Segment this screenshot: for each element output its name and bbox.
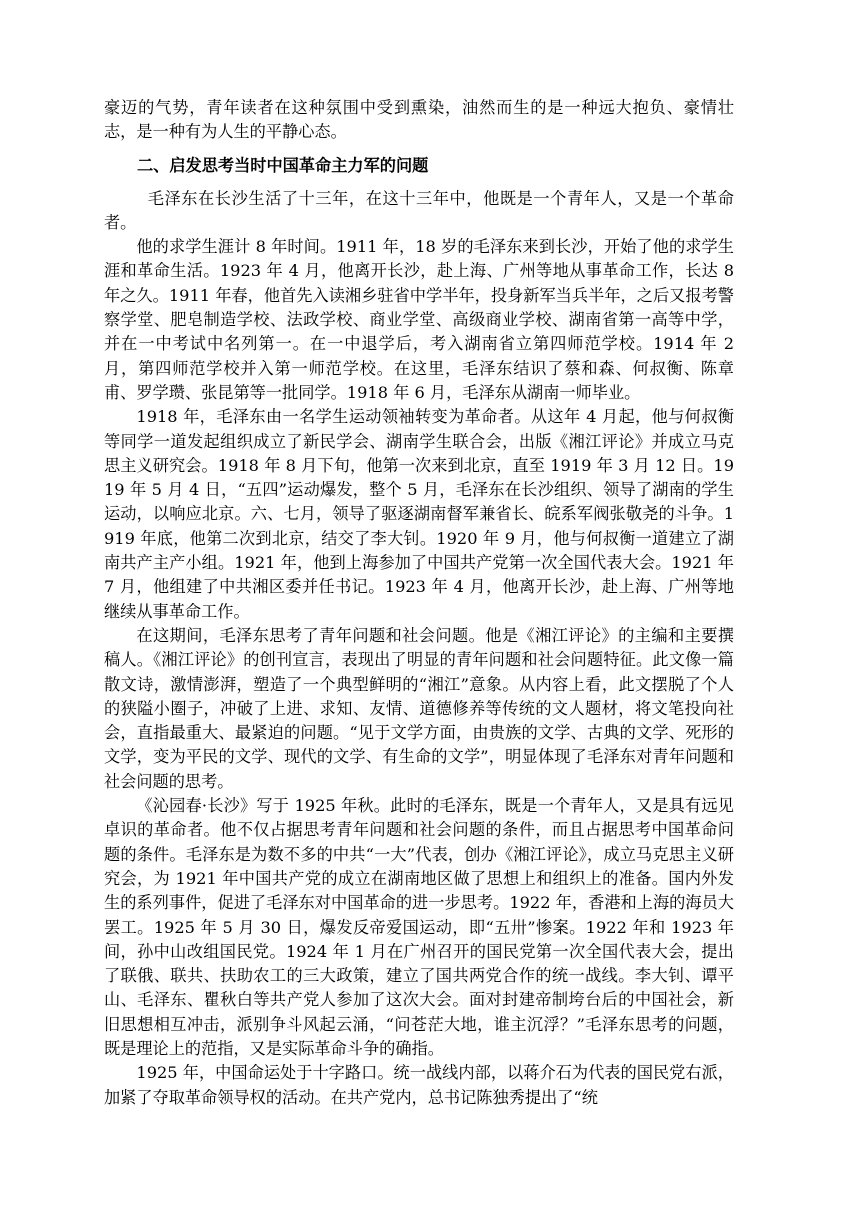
paragraph-6: 1925 年，中国命运处于十字路口。统一战线内部，以蒋介石为代表的国民党右派，加紧了夺取革命领导权的活动。在共产党内，总书记陈独秀提出了“统: [104, 1063, 734, 1107]
paragraph-2: 他的求学生涯计 8 年时间。1911 年，18 岁的毛泽东来到长沙，开始了他的求学生涯和革命生活。1923 年 4 月，他离开长沙，赴上海、广州等地从事革命工作，长达 8 年之久。1911 年春，他首先入读湘乡驻省中学半年，投身新军当兵半年，之后又报考警察学堂、肥皂制造学校、法政学校、商业学堂、高级商业学校、湖南省第一高等中学，并在一中考试中名列第一。在一中退学后，考入湖南省立第四师范学校。1914 年 2 月，第四师范学校并入第一师范学校。在这里，毛泽东结识了蔡和森、何叔衡、陈章甫、罗学瓒、张昆第等一批同学。1918 年 6 月，毛泽东从湖南一师毕业。: [104, 237, 734, 402]
paragraph-3: 1918 年，毛泽东由一名学生运动领袖转变为革命者。从这年 4 月起，他与何叔衡等同学一道发起组织成立了新民学会、湖南学生联合会，出版《湘江评论》并成立马克思主义研究会。1918 年 8 月下旬，他第一次来到北京，直至 1919 年 3 月 12 日。1919 年 5 月 4 日，“五四”运动爆发，整个 5 月，毛泽东在长沙组织、领导了湖南的学生运动，以响应北京。六、七月，领导了驱逐湖南督军兼省长、皖系军阀张敬尧的斗争。1919 年底，他第二次到北京，结交了李大钊。1920 年 9 月，他与何叔衡一道建立了湖南共产主产小组。1921 年，他到上海参加了中国共产党第一次全国代表大会。1921 年 7 月，他组建了中共湘区委并任书记。1923 年 4 月，他离开长沙，赴上海、广州等地继续从事革命工作。: [104, 407, 734, 621]
continuation-paragraph: 豪迈的气势，青年读者在这种氛围中受到熏染，油然而生的是一种远大抱负、豪情壮志，是一种有为人生的平静心态。: [104, 98, 734, 142]
section-heading: 二、启发思考当时中国革命主力军的问题: [137, 155, 429, 175]
document-body: [104, 96, 734, 1110]
paragraph-4: 在这期间，毛泽东思考了青年问题和社会问题。他是《湘江评论》的主编和主要撰稿人。《湘江评论》的创刊宣言，表现出了明显的青年问题和社会问题特征。此文像一篇散文诗，激情澎湃，塑造了一个典型鲜明的“湘江”意象。从内容上看，此文摆脱了个人的狭隘小圈子，冲破了上进、求知、友情、道德修养等传统的文人题材，将文笔投向社会，直指最重大、最紧迫的问题。“见于文学方面，由贵族的文学、古典的文学、死形的文学，变为平民的文学、现代的文学、有生命的文学”，明显体现了毛泽东对青年问题和社会问题的思考。: [104, 625, 734, 791]
paragraph-1: 毛泽东在长沙生活了十三年，在这十三年中，他既是一个青年人，又是一个革命者。: [104, 188, 734, 232]
paragraph-5: 《沁园春·长沙》写于 1925 年秋。此时的毛泽东，既是一个青年人，又是具有远见卓识的革命者。他不仅占据思考青年问题和社会问题的条件，而且占据思考中国革命问题的条件。毛泽东是为数不多的中共“一大”代表，创办《湘江评论》，成立马克思主义研究会，为 1921 年中国共产党的成立在湖南地区做了思想上和组织上的准备。国内外发生的系列事件，促进了毛泽东对中国革命的进一步思考。1922 年，香港和上海的海员大罢工。1925 年 5 月 30 日，爆发反帝爱国运动，即“五卅”惨案。1922 年和 1923 年间，孙中山改组国民党。1924 年 1 月在广州召开的国民党第一次全国代表大会，提出了联俄、联共、扶助农工的三大政策，建立了国共两党合作的统一战线。李大钊、谭平山、毛泽东、瞿秋白等共产党人参加了这次大会。面对封建帝制垮台后的中国社会，新旧思想相互冲击，派别争斗风起云涌，“问苍茫大地，谁主沉浮？”毛泽东思考的问题，既是理论上的范指，又是实际革命斗争的确指。: [104, 796, 734, 1058]
